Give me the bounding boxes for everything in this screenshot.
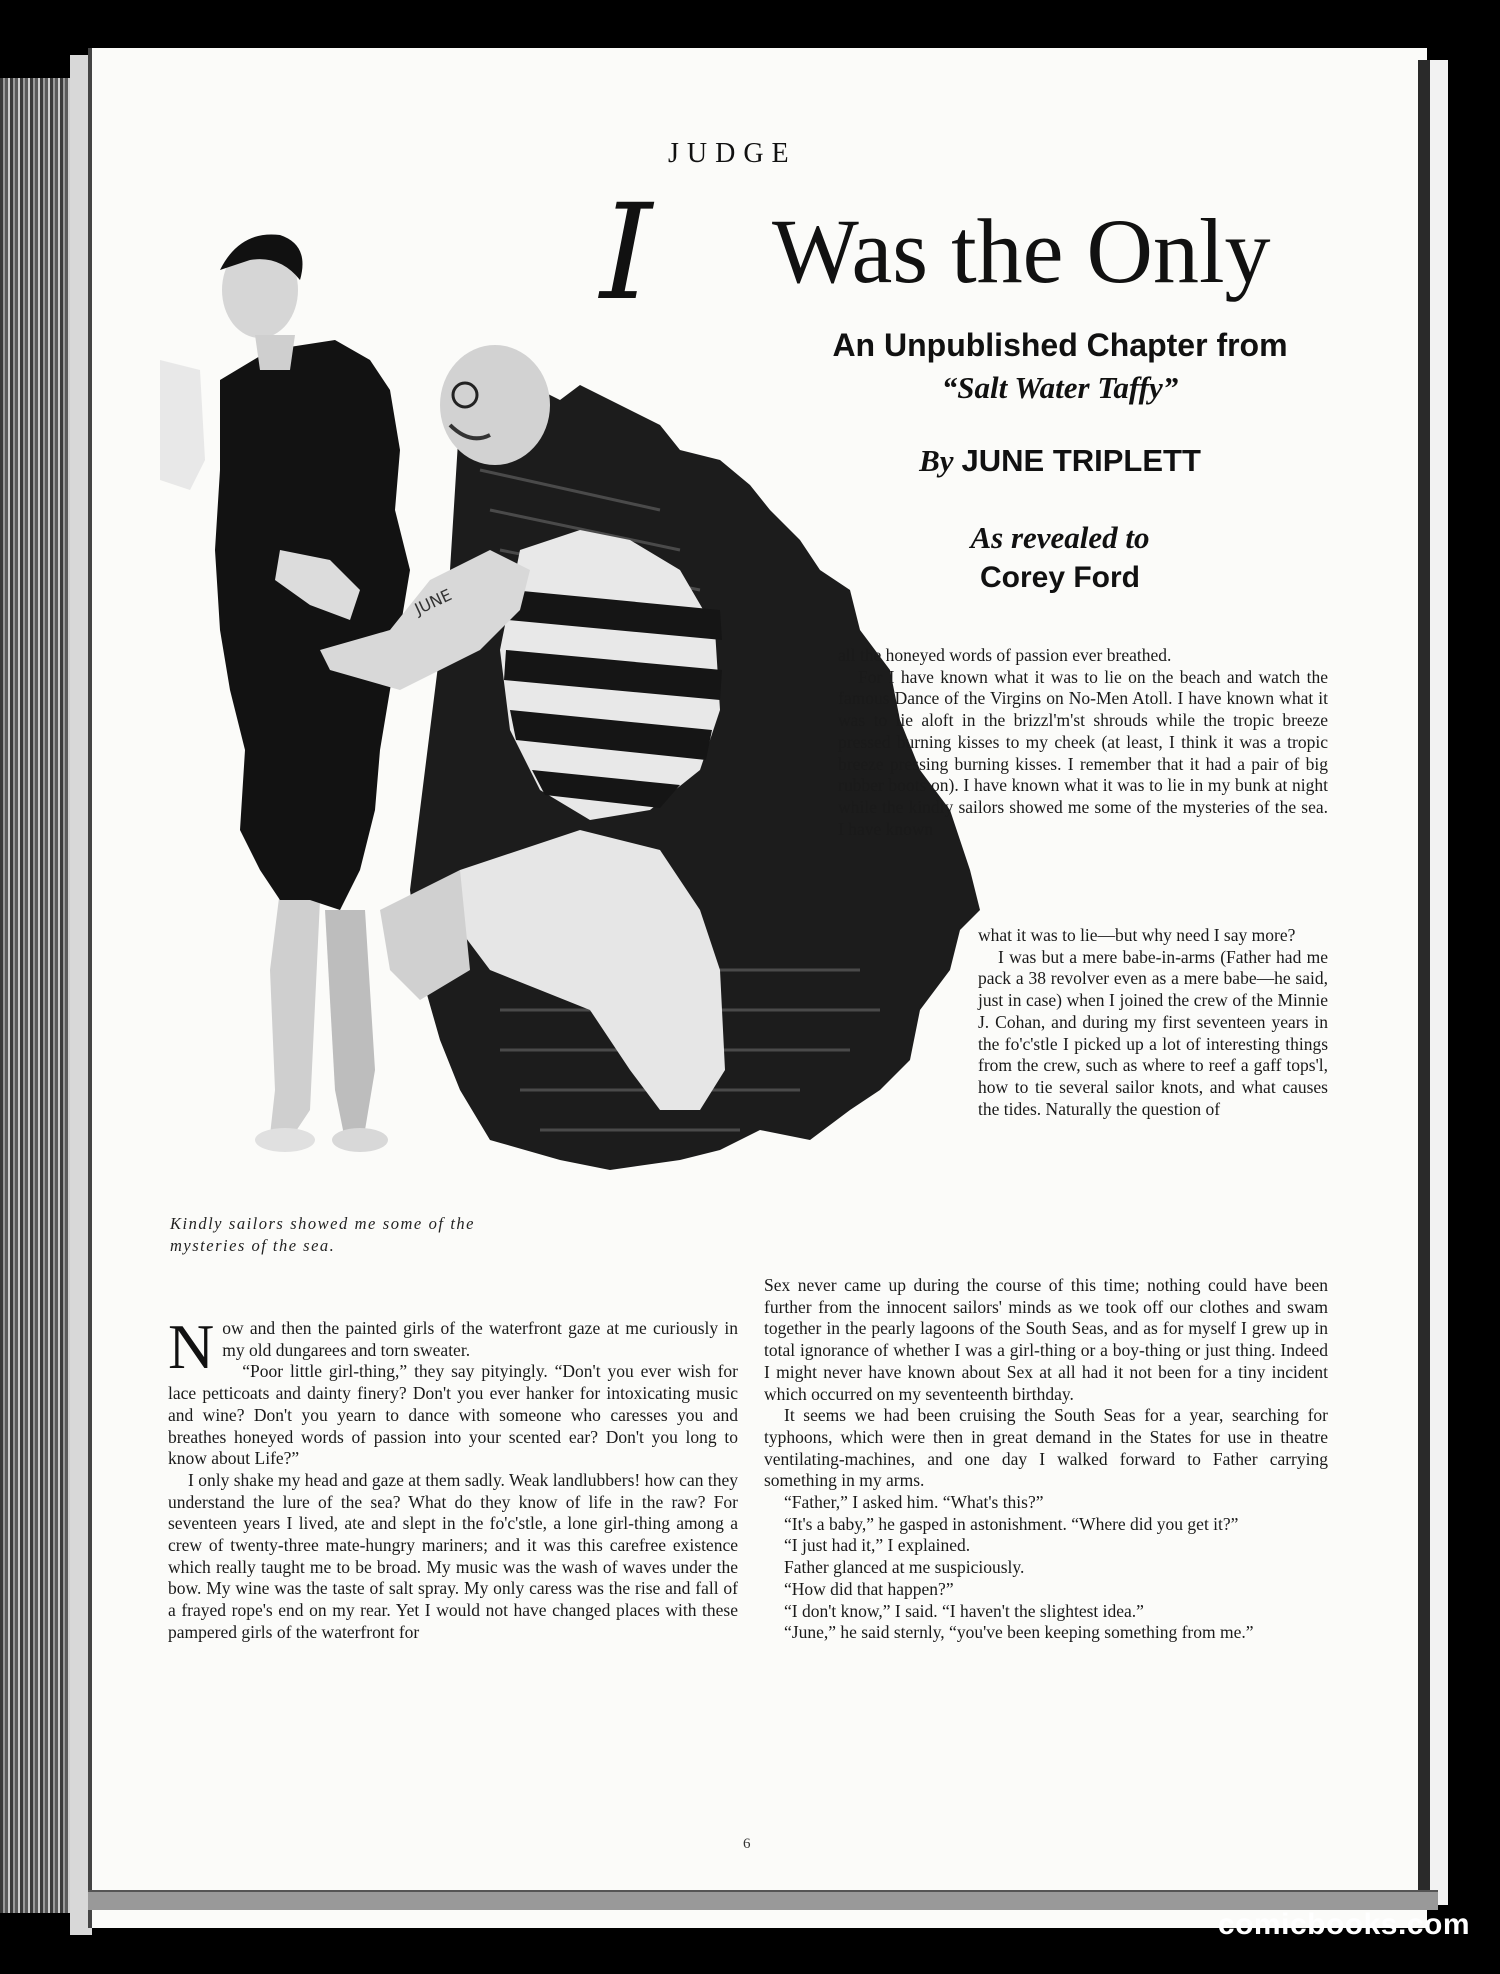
paragraph: Sex never came up during the course of this time; nothing could have been further from the innocent sailors' minds as we took off our clothes and swam together in the pearly lagoons of the South Seas, and as for myself I grew up in total ignorance of whether I was a girl-thing or a boy-thing or just thing. Indeed I might never have known about Sex at all had it not been for a tiny incident which occurred on my seventeenth birthday. (764, 1275, 1328, 1404)
subtitle-line-1: An Unpublished Chapter from (832, 327, 1288, 363)
paragraph: “How did that happen?” (784, 1578, 954, 1599)
title-text: Was the Only (772, 200, 1271, 302)
next-page-edge (1430, 60, 1448, 1905)
body-column-bottom-right (764, 1275, 1328, 1644)
paragraph: all the honeyed words of passion ever breathed. (838, 645, 1172, 665)
paragraph-text: ow and then the painted girls of the waterfront gaze at me curiously in my old dungarees and torn sweater. (222, 1318, 738, 1360)
paragraph: I only shake my head and gaze at them sadly. Weak landlubbers! how can they understand the lure of the sea? What do they know of life in the raw? For seventeen years I lived, ate and slept in the fo'c'stle, a lone girl-thing among a crew of twenty-three mate-hungry mariners; and it was this carefree existence which really taught me to be broad. My music was the wash of waves under the bow. My wine was the taste of salt spray. My only caress was the rise and fall of a frayed rope's end on my rear. Yet I would not have changed places with these pampered girls of the waterfront for (168, 1469, 738, 1642)
revealed-to-name: Corey Ford (979, 561, 1141, 594)
paragraph: “I don't know,” I said. “I haven't the slightest idea.” (784, 1600, 1144, 1621)
paragraph: “It's a baby,” he gasped in astonishment. “Where did you get it?” (784, 1513, 1239, 1534)
paragraph: “Poor little girl-thing,” they say pityingly. “Don't you ever wish for lace petticoats and dainty finery? Don't you ever hanker for intoxicating music and wine? Don't you yearn to dance with someone who caresses you and breathes honeyed words of passion into your scented ear? Don't you long to know about Life?” (168, 1361, 738, 1469)
paragraph: “I just had it,” I explained. (784, 1535, 971, 1556)
binding-shadow (1418, 60, 1430, 1905)
subtitle-line-2: “Salt Water Taffy” (941, 370, 1179, 405)
paragraph: “Father,” I asked him. “What's this?” (784, 1492, 1044, 1513)
paragraph: For I have known what it was to lie on the beach and watch the famous Dance of the Virgins on No-Men Atoll. I have known what it was to lie aloft in the brizzl'm'st shrouds while the tropic breeze pressed burning kisses to my cheek (at least, I think it was a tropic breeze pressing burning kisses. I remember that it had a pair of big rubber boots on). I have known what it was to lie in my bunk at night while the kindly sailors showed me some of the mysteries of the sea. I have known (838, 666, 1328, 839)
body-column-left (168, 1311, 738, 1644)
revealed-to-line: As revealed to (970, 520, 1150, 555)
body-column-mid-right (978, 925, 1328, 1120)
byline-by: By (919, 443, 954, 478)
drop-cap: N (168, 1311, 215, 1382)
watermark: comicbooks.com (1217, 1908, 1470, 1941)
woman-legs (270, 890, 320, 1140)
paragraph: I was but a mere babe-in-arms (Father had me pack a 38 revolver even as a mere babe—he said, just in case) when I joined the crew of the Minnie J. Cohan, and during my first seventeen years in the fo'c'stle I picked up a lot of interesting things from the crew, such as where to reef a gaff tops'l, how to tie several sailor knots, and what causes the tides. Naturally the question of (978, 946, 1328, 1119)
paragraph: what it was to lie—but why need I say more? (978, 925, 1296, 945)
title-initial: I (600, 176, 653, 330)
masthead: JUDGE (668, 138, 797, 169)
byline-author: JUNE TRIPLETT (961, 443, 1201, 478)
page-bottom-edge (88, 1890, 1438, 1910)
photo-caption: Kindly sailors showed me some of the mysteries of the sea. (170, 1214, 475, 1255)
paragraph: It seems we had been cruising the South Seas for a year, searching for typhoons, which were then in great demand in the States for use in theatre ventilating-machines, and one day I walked forward to Father carrying something in my arms. (764, 1405, 1328, 1491)
paragraph (168, 1311, 738, 1382)
paragraph: Father glanced at me suspiciously. (784, 1557, 1025, 1578)
page-number: 6 (743, 1836, 751, 1852)
paragraph: “June,” he said sternly, “you've been keeping something from me.” (784, 1622, 1254, 1643)
body-column-top-right (838, 645, 1328, 840)
tattoo-text: JUNE (411, 585, 455, 619)
woman-dress (215, 340, 410, 910)
